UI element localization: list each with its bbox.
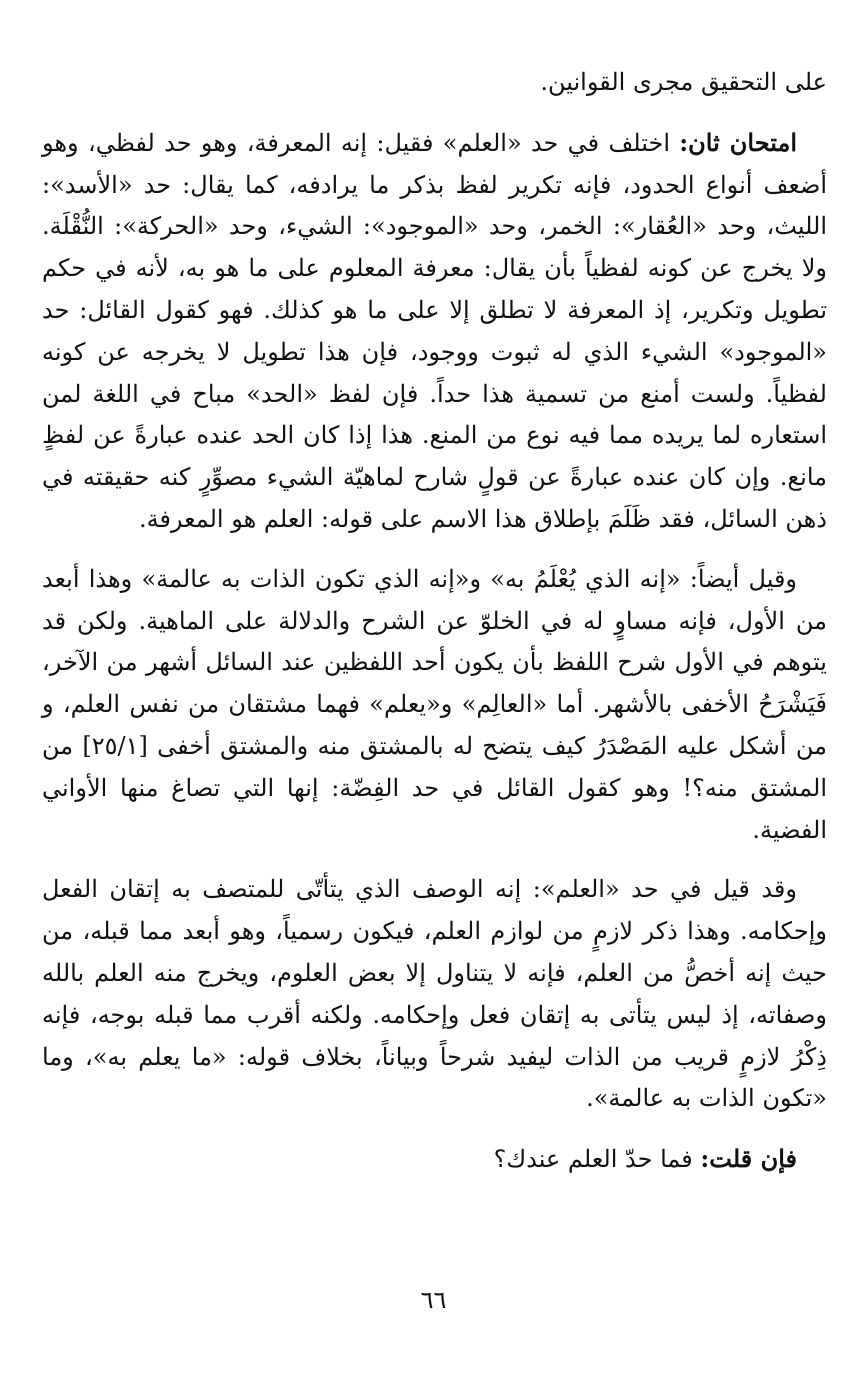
paragraph-other-definitions: وقيل أيضاً: «إنه الذي يُعْلَمُ به» و«إنه الذي تكون الذات به عالمة» وهذا أبعد من الأول، فإنه مساوٍ له في الخلوّ عن الشرح والدلالة على الماهية. ولكن قد يتوهم في الأول شرح اللفظ بأن يكون أحد اللفظين عند السائل أشهر من الآخر، فَيَشْرَحُ الأخفى بالأشهر. أما «العالِم» و«يعلم» فهما مشتقان من نفس العلم، و من أشكل عليه المَصْدَرُ كيف يتضح له بالمشتق منه والمشتق أخفى [٢٥/١] من المشتق منه؟! وهو كقول القائل في حد الفِضّة: إنها التي تصاغ منها الأواني الفضية. — [42, 564, 827, 844]
paragraph-spacer — [42, 104, 827, 122]
question-lead: فإن قلت: — [700, 1144, 797, 1174]
section-heading: امتحان ثان: — [679, 127, 797, 157]
opening-line: على التحقيق مجرى القوانين. — [540, 68, 827, 96]
book-page — [42, 62, 827, 1344]
question-line — [42, 1138, 827, 1180]
paragraph-description-definition: وقد قيل في حد «العلم»: إنه الوصف الذي يتأتّى للمتصف به إتقان الفعل وإحكامه. وهذا ذكر لازمٍ من لوازم العلم، فيكون رسمياً، وهو أبعد مما قبله، من حيث إنه أخصُّ من العلم، فإنه لا يتناول إلا بعض العلوم، ويخرج منه العلم بالله وصفاته، إذ ليس يتأتى به إتقان فعل وإحكامه. ولكنه أقرب مما قبله بوجه، فإنه ذِكْرُ لازمٍ قريب من الذات ليفيد شرحاً وبياناً، بخلاف قوله: «ما يعلم به»، وما «تكون الذات به عالمة». — [42, 875, 828, 1113]
paragraph-spacer — [42, 851, 827, 869]
paragraph-spacer — [42, 1120, 827, 1138]
question-text: فما حدّ العلم عندك؟ — [493, 1145, 701, 1174]
paragraph-text: اختلف في حد «العلم» فقيل: إنه المعرفة، وهو حد لفظي، وهو أضعف أنواع الحدود، فإنه تكرير لفظ بذكر ما يرادفه، كما يقال: حد «الأسد»: الليث، وحد «العُقار»: الخمر، وحد «الموجود»: الشيء، وحد «الحركة»: النُّقْلَة. ولا يخرج عن كونه لفظياً بأن يقال: معرفة المعلوم على ما هو به، لأنه في حكم تطويل وتكرير، إذ المعرفة لا تطلق إلا على ما هو كذلك. فهو كقول القائل: حد «الموجود» الشيء الذي له ثبوت ووجود، فإن هذا تطويل لا يخرجه عن كونه لفظياً. ولست أمنع من تسمية هذا حداً. فإن لفظ «الحد» مباح في اللغة لمن استعاره لما يريده مما فيه نوع من المنع. هذا إذا كان الحد عنده عبارةً عن لفظٍ مانع. وإن كان عنده عبارةً عن قولٍ شارح لماهيّة الشيء مصوِّرٍ كنه حقيقته في ذهن السائل، فقد ظَلَمَ بإطلاق هذا الاسم على قوله: العلم هو المعرفة. — [42, 128, 828, 533]
paragraph-second-test — [42, 122, 827, 541]
paragraph-spacer — [42, 541, 827, 559]
page-number: ٦٦ — [420, 1286, 447, 1314]
